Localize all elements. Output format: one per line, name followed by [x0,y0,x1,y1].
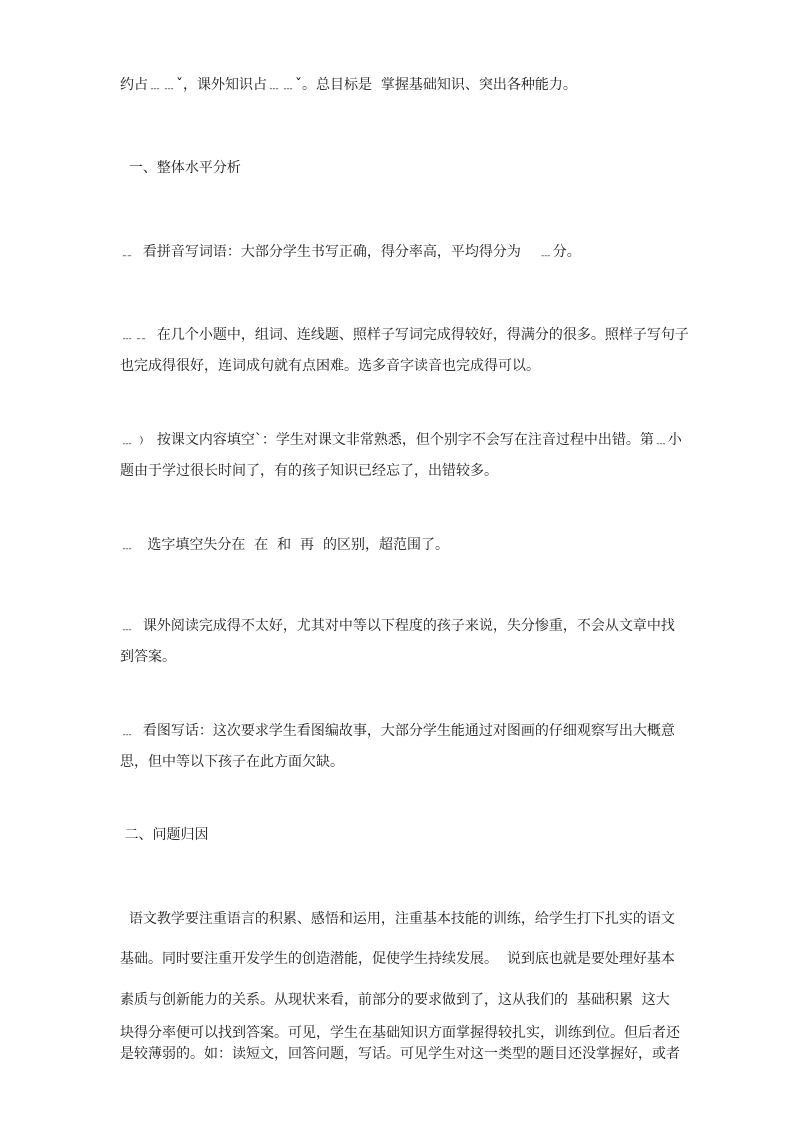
item-picture-writing-line-1: ﹍ 看图写话：这次要求学生看图编故事，大部分学生能通过对图画的仔细观察写出大概意 [120,723,675,739]
item-small-questions-line-2: 也完成得很好，连词成句就有点困难。选多音字读音也完成得可以。 [120,358,540,374]
paragraph-line-5: 是较薄弱的。如：读短文，回答问题，写话。可见学生对这一类型的题目还没掌握好，或者 [120,1046,680,1062]
item-choose-characters: ﹍ 选字填空失分在 在 和 再 的区别，超范围了。 [120,537,449,553]
text-line-1: 约占﹍﹍ˇ，课外知识占﹍﹍ˇ。总目标是 掌握基础知识、突出各种能力。 [120,77,577,93]
item-extra-reading-line-2: 到答案。 [120,649,176,665]
paragraph-line-1: 语文教学要注重语言的积累、感悟和运用，注重基本技能的训练，给学生打下扎实的语文 [120,911,675,927]
item-small-questions-line-1: ﹍﹎ 在几个小题中，组词、连线题、照样子写词完成得较好，得满分的很多。照样子写句子 [120,327,689,343]
section-heading-overall-analysis: 一、整体水平分析 [120,160,241,176]
item-picture-writing-line-2: 思，但中等以下孩子在此方面欠缺。 [120,754,344,770]
item-pinyin-words: ﹎ 看拼音写词语：大部分学生书写正确，得分率高，平均得分为 ﹍分。 [120,244,581,260]
paragraph-line-3: 素质与创新能力的关系。从现状来看，前部分的要求做到了，这从我们的 基础积累 这大 [120,992,670,1008]
section-heading-problem-causes: 二、问题归因 [120,827,209,843]
paragraph-line-2: 基础。同时要注重开发学生的创造潜能，促使学生持续发展。 说到底也就是要处理好基本 [120,951,675,967]
item-extra-reading-line-1: ﹍ 课外阅读完成得不太好，尤其对中等以下程度的孩子来说，失分惨重，不会从文章中找 [120,618,675,634]
paragraph-line-4: 块得分率便可以找到答案。可见，学生在基础知识方面掌握得较扎实，训练到位。但后者还 [120,1025,680,1041]
item-fill-by-text-line-2: 题由于学过很长时间了，有的孩子知识已经忘了，出错较多。 [120,463,498,479]
item-fill-by-text-line-1: ﹍﹚ 按课文内容填空ˋ：学生对课文非常熟悉，但个别字不会写在注音过程中出错。第﹍小 [120,432,682,448]
